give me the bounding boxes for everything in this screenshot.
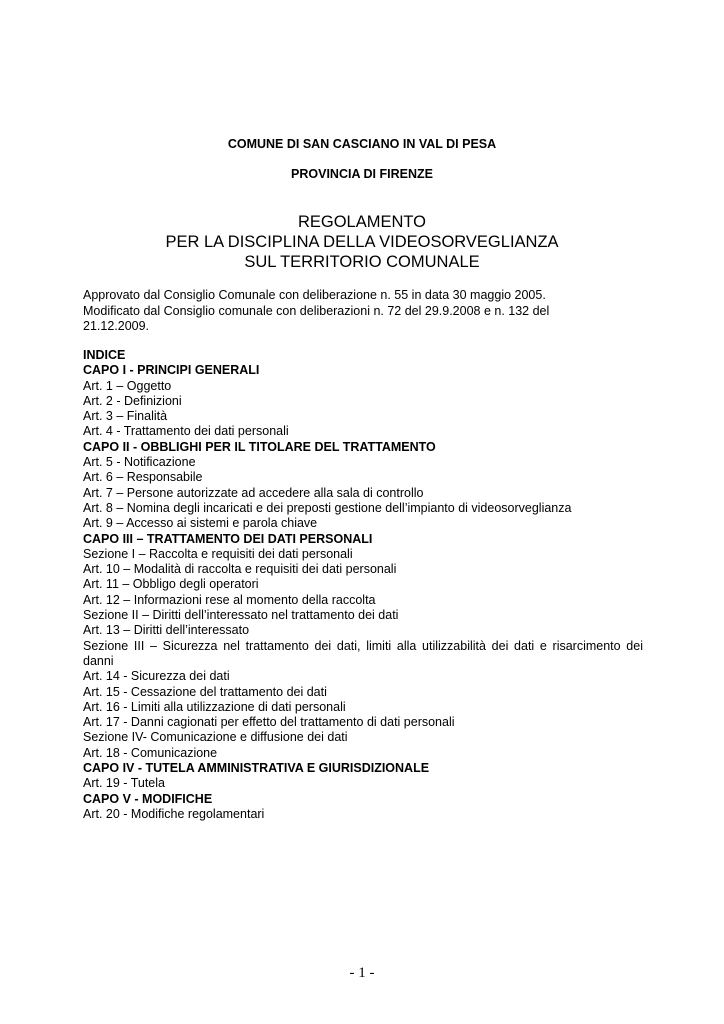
toc-entry: Art. 11 – Obbligo degli operatori [83, 577, 259, 592]
toc-entry: Art. 4 - Trattamento dei dati personali [83, 424, 289, 439]
toc-heading: CAPO V - MODIFICHE [83, 791, 213, 806]
toc-entry: Art. 17 - Danni cagionati per effetto del trattamento di dati personali [83, 715, 455, 730]
toc-entry: Sezione II – Diritti dell’interessato nel trattamento dei dati [83, 608, 399, 623]
toc-entry: Art. 10 – Modalità di raccolta e requisiti dei dati personali [83, 562, 397, 577]
toc-entry: Sezione I – Raccolta e requisiti dei dati personali [83, 546, 353, 561]
toc-entry: Art. 2 - Definizioni [83, 393, 182, 408]
toc-entry: Art. 3 – Finalità [83, 409, 168, 424]
toc-entry: Art. 6 – Responsabile [83, 470, 203, 485]
approval-line: Modificato dal Consiglio comunale con deliberazioni n. 72 del 29.9.2008 e n. 132 del [83, 303, 550, 318]
toc-entry: Art. 9 – Accesso ai sistemi e parola chiave [83, 516, 318, 531]
toc-entry: Art. 14 - Sicurezza dei dati [83, 669, 230, 684]
approval-line: 21.12.2009. [83, 319, 150, 333]
toc-entry: Art. 19 - Tutela [83, 776, 165, 791]
toc-heading: INDICE [83, 348, 126, 362]
toc-entry: Art. 13 – Diritti dell’interessato [83, 623, 250, 638]
toc-heading: CAPO III – TRATTAMENTO DEI DATI PERSONALI [83, 531, 373, 546]
toc-entry: Art. 15 - Cessazione del trattamento dei dati [83, 684, 327, 699]
toc-entry: Art. 12 – Informazioni rese al momento della raccolta [83, 592, 376, 607]
province-heading: PROVINCIA DI FIRENZE [291, 167, 433, 181]
toc-entry: Art. 20 - Modifiche regolamentari [83, 806, 265, 821]
table-of-contents [83, 348, 643, 822]
title-line: SUL TERRITORIO COMUNALE [244, 253, 480, 271]
toc-entry: Art. 7 – Persone autorizzate ad accedere alla sala di controllo [83, 485, 424, 500]
toc-entry: Art. 16 - Limiti alla utilizzazione di dati personali [83, 699, 346, 714]
toc-entry: Sezione III – Sicurezza nel trattamento dei dati, limiti alla utilizzabilità dei dati e risarcimento dei danni [83, 638, 643, 668]
toc-entry: Sezione IV- Comunicazione e diffusione dei dati [83, 730, 348, 745]
title-line: REGOLAMENTO [297, 213, 427, 231]
page-number: - 1 - [349, 965, 375, 981]
toc-entry: Art. 1 – Oggetto [83, 378, 172, 393]
title-line: PER LA DISCIPLINA DELLA VIDEOSORVEGLIANZA [165, 233, 559, 251]
municipality-heading: COMUNE DI SAN CASCIANO IN VAL DI PESA [227, 137, 497, 151]
toc-heading: CAPO I - PRINCIPI GENERALI [83, 363, 260, 378]
document-title [0, 212, 724, 272]
toc-heading: CAPO IV - TUTELA AMMINISTRATIVA E GIURISDIZIONALE [83, 761, 430, 776]
approval-line: Approvato dal Consiglio Comunale con deliberazione n. 55 in data 30 maggio 2005. [83, 288, 546, 302]
toc-entry: Art. 18 - Comunicazione [83, 745, 218, 760]
toc-heading: CAPO II - OBBLIGHI PER IL TITOLARE DEL TRATTAMENTO [83, 439, 436, 454]
toc-entry: Art. 5 - Notificazione [83, 455, 196, 470]
toc-entry: Art. 8 – Nomina degli incaricati e dei preposti gestione dell’impianto di videosorveglianza [83, 500, 572, 515]
approval-note [83, 288, 643, 335]
